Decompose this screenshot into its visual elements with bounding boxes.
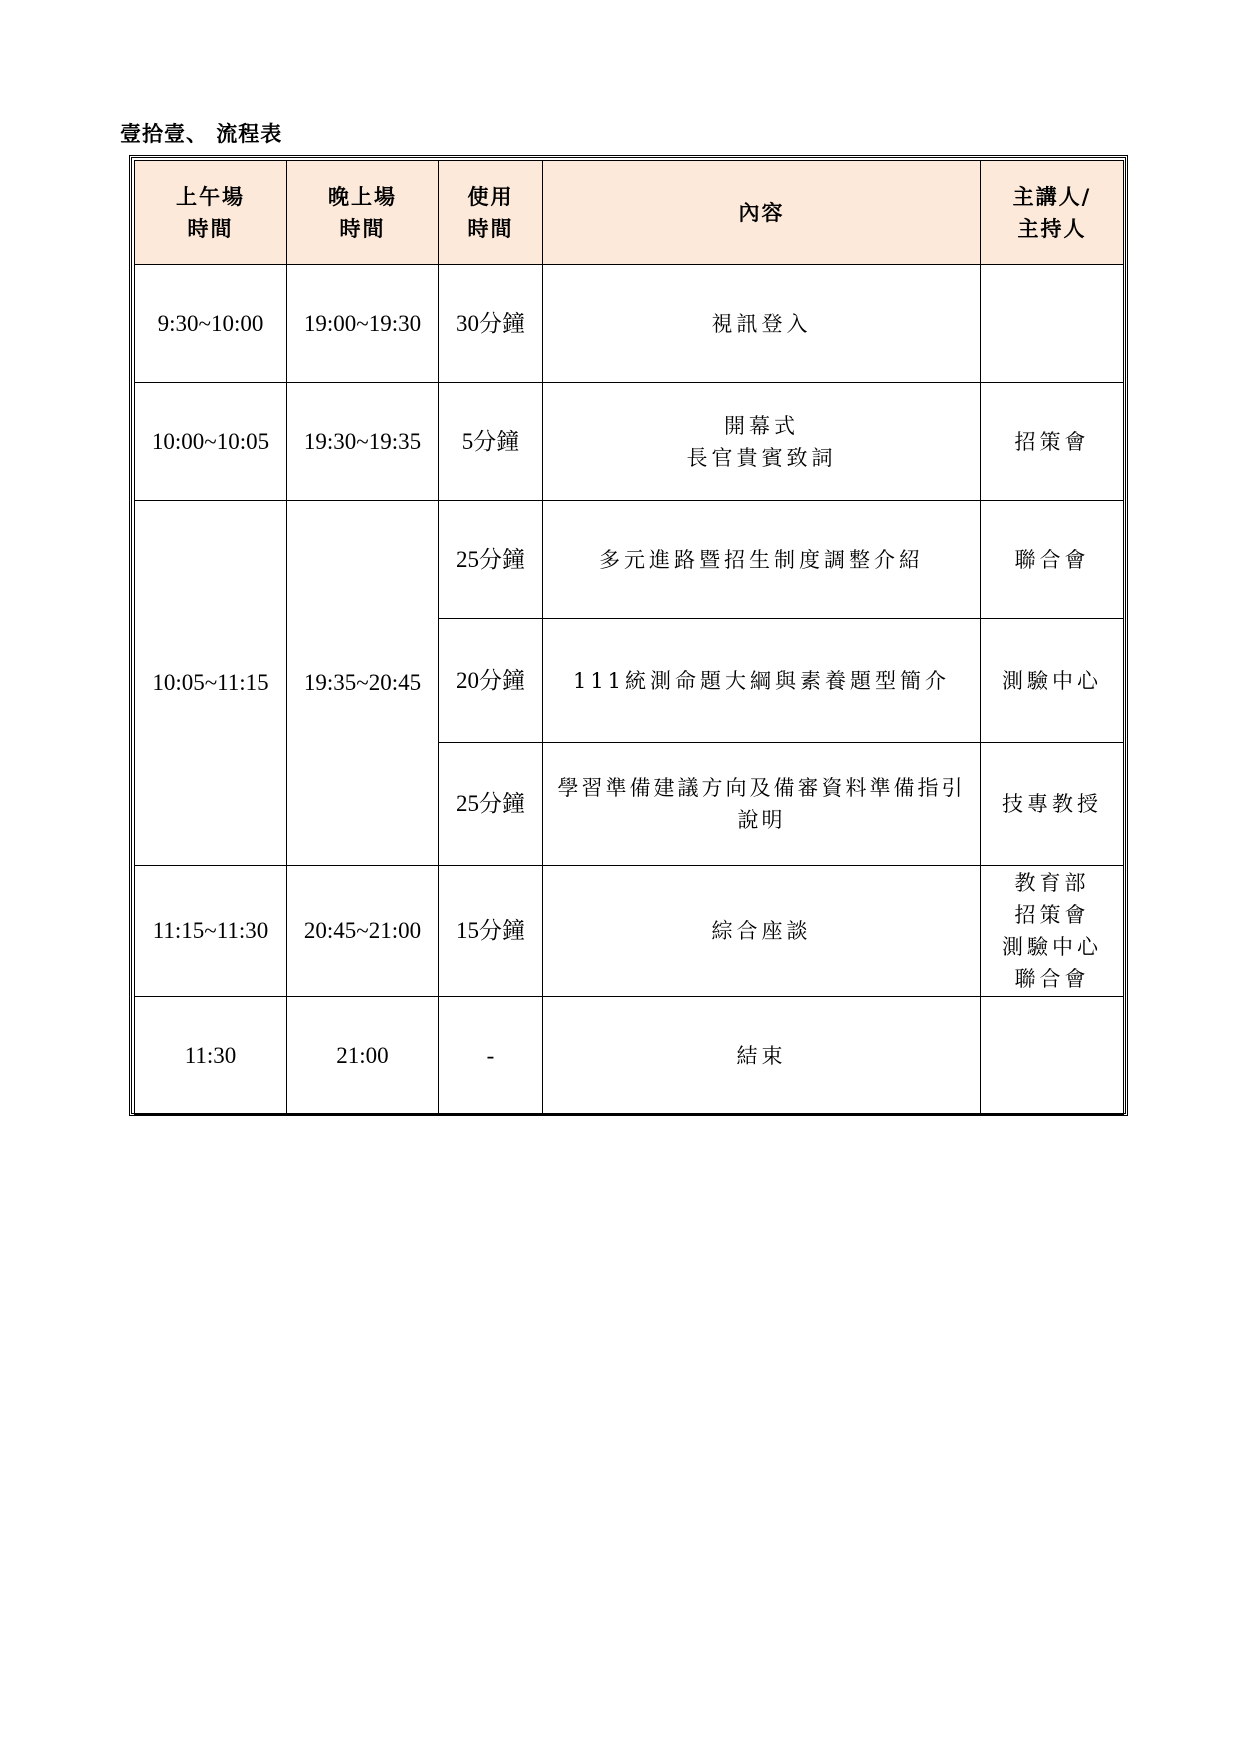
am-time-cell: 9:30~10:00 xyxy=(135,265,287,383)
content-cell: 學習準備建議方向及備審資料準備指引 說明 xyxy=(543,743,981,866)
duration-cell: 25分鐘 xyxy=(439,501,543,619)
speaker-cell: 招策會 xyxy=(981,383,1124,501)
header-am-time: 上午場 時間 xyxy=(135,161,287,265)
header-row xyxy=(135,161,1124,265)
header-content: 內容 xyxy=(543,161,981,265)
pm-time-cell: 19:30~19:35 xyxy=(287,383,439,501)
content-cell: 多元進路暨招生制度調整介紹 xyxy=(543,501,981,619)
am-time-cell: 11:30 xyxy=(135,997,287,1115)
table-row xyxy=(135,997,1124,1115)
speaker-cell: 技專教授 xyxy=(981,743,1124,866)
pm-time-cell: 20:45~21:00 xyxy=(287,866,439,997)
speaker-cell xyxy=(981,997,1124,1115)
duration-cell: 25分鐘 xyxy=(439,743,543,866)
speaker-cell xyxy=(981,265,1124,383)
duration-cell: 30分鐘 xyxy=(439,265,543,383)
duration-cell: - xyxy=(439,997,543,1115)
content-cell: 111統測命題大綱與素養題型簡介 xyxy=(543,619,981,743)
header-speaker: 主講人/ 主持人 xyxy=(981,161,1124,265)
pm-time-cell: 19:35~20:45 xyxy=(287,501,439,866)
section-title: 壹拾壹、 流程表 xyxy=(120,122,283,146)
content-cell: 視訊登入 xyxy=(543,265,981,383)
am-time-cell: 10:00~10:05 xyxy=(135,383,287,501)
schedule-table xyxy=(134,160,1124,1115)
table-row xyxy=(135,866,1124,997)
duration-cell: 15分鐘 xyxy=(439,866,543,997)
table-row xyxy=(135,383,1124,501)
speaker-cell: 聯合會 xyxy=(981,501,1124,619)
table-row xyxy=(135,501,1124,619)
am-time-cell: 10:05~11:15 xyxy=(135,501,287,866)
content-cell: 綜合座談 xyxy=(543,866,981,997)
duration-cell: 20分鐘 xyxy=(439,619,543,743)
am-time-cell: 11:15~11:30 xyxy=(135,866,287,997)
duration-cell: 5分鐘 xyxy=(439,383,543,501)
table-row xyxy=(135,265,1124,383)
speaker-cell: 教育部 招策會 測驗中心 聯合會 xyxy=(981,866,1124,997)
pm-time-cell: 21:00 xyxy=(287,997,439,1115)
pm-time-cell: 19:00~19:30 xyxy=(287,265,439,383)
speaker-cell: 測驗中心 xyxy=(981,619,1124,743)
header-pm-time: 晚上場 時間 xyxy=(287,161,439,265)
content-cell: 結束 xyxy=(543,997,981,1115)
content-cell: 開幕式 長官貴賓致詞 xyxy=(543,383,981,501)
header-duration: 使用 時間 xyxy=(439,161,543,265)
